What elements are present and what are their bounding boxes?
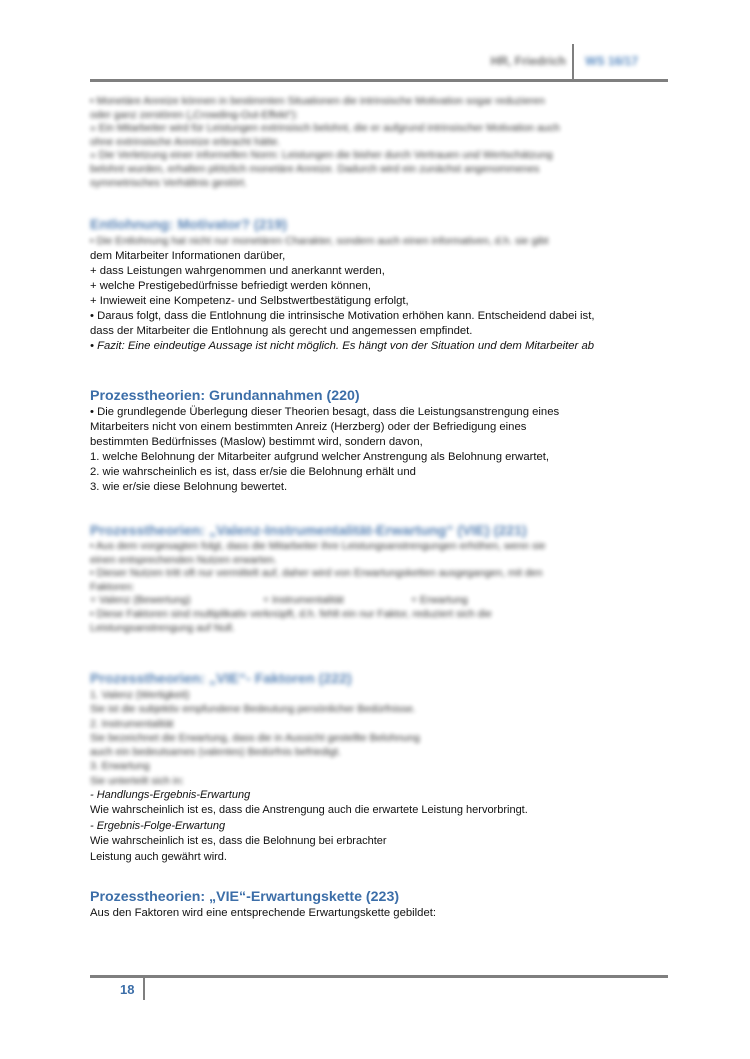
text-line: - Ergebnis-Folge-Erwartung — [90, 819, 226, 832]
text-line: Mitarbeiters nicht von einem bestimmten Anreiz (Herzberg) oder der Befriedigung eines — [90, 421, 527, 433]
text-line: Leistungsanstrengung auf Null. — [90, 621, 235, 634]
text-line: Aus den Faktoren wird eine entsprechende Erwartungskette gebildet: — [90, 907, 437, 919]
text-line: + Inwieweit eine Kompetenz- und Selbstwertbestätigung erfolgt, — [90, 295, 409, 307]
section-title: Entlohnung: Motivator? (219) — [90, 217, 288, 233]
text-line: » Ein Mitarbeiter wird für Leistungen extrinsisch belohnt, die er aufgrund intrinsischer Motivation auch — [90, 122, 560, 135]
text-line: Sie unterteilt sich in: — [90, 774, 184, 787]
text-line: • Diese Faktoren sind multiplikativ verknüpft, d.h. fehlt ein nur Faktor, reduziert sich die — [90, 607, 492, 620]
text-line: symmetrisches Verhältnis gestört. — [90, 176, 247, 189]
factor-item: + Erwartung — [410, 594, 468, 607]
text-line: Leistung auch gewährt wird. — [90, 850, 227, 863]
text-line: • Monetäre Anreize können in bestimmten Situationen die intrinsische Motivation sogar reduzieren — [90, 95, 545, 107]
text-line: Sie bezeichnet die Erwartung, dass die in Aussicht gestellte Belohnung — [90, 731, 420, 744]
text-line: + welche Prestigebedürfnisse befriedigt werden können, — [90, 280, 372, 292]
section-title: Prozesstheorien: „VIE“-Erwartungskette (223) — [90, 889, 400, 905]
footer-rule — [90, 975, 668, 978]
text-line: • Dieser Nutzen tritt oft nur vermittelt auf, daher wird von Erwartungsketten ausgegangen, mit den — [90, 567, 543, 580]
text-line: belohnt wurden, erhalten plötzlich monetäre Anreize. Dadurch wird ein zunächst angenommenes — [90, 162, 540, 175]
text-line: dass der Mitarbeiter die Entlohnung als gerecht und angemessen empfindet. — [90, 325, 473, 337]
footer-divider — [143, 976, 145, 1000]
text-line: Sie ist die subjektiv empfundene Bedeutung persönlicher Bedürfnisse. — [90, 703, 416, 716]
section-erwartungskette — [90, 888, 658, 921]
header-rule — [90, 79, 668, 82]
text-line: Wie wahrscheinlich ist es, dass die Belohnung bei erbrachter — [90, 835, 387, 848]
page-header — [90, 42, 668, 82]
text-line: oder ganz zerstören („Crowding-Out-Effekt“): — [90, 108, 299, 121]
section-grundannahmen — [90, 387, 658, 495]
text-line: • Aus dem vorgesagten folgt, dass die Mitarbeiter ihre Leistungsanstrengungen erhöhen, wenn sie — [90, 540, 546, 552]
section-title: Prozesstheorien: Grundannahmen (220) — [90, 388, 360, 404]
text-line: » Die Verletzung einer informellen Norm: Leistungen die bisher durch Vertrauen und Wertschätzung — [90, 149, 553, 162]
section-entlohnung — [90, 216, 658, 354]
text-line: • Die grundlegende Überlegung dieser Theorien besagt, dass die Leistungsanstrengung eines — [90, 406, 560, 418]
text-line: bestimmten Bedürfnisses (Maslow) bestimmt wird, sondern davon, — [90, 436, 423, 448]
section-title: Prozesstheorien: „VIE“- Faktoren (222) — [90, 671, 352, 687]
text-line: auch ein bedeutsames (valentes) Bedürfnis befriedigt. — [90, 746, 341, 759]
text-line: 2. wie wahrscheinlich es ist, dass er/sie die Belohnung erhält und — [90, 466, 416, 478]
section-title: Prozesstheorien: „Valenz-Instrumentalität-Erwartung“ (VIE) (221) — [90, 523, 527, 539]
text-line: 1. welche Belohnung der Mitarbeiter aufgrund welcher Anstrengung als Belohnung erwartet, — [90, 451, 550, 463]
text-line: 3. wie er/sie diese Belohnung bewertet. — [90, 481, 288, 493]
text-line: dem Mitarbeiter Informationen darüber, — [90, 250, 286, 262]
header-author: HR, Friedrich — [490, 54, 566, 68]
text-line: Faktoren: — [90, 580, 135, 593]
text-line: • Daraus folgt, dass die Entlohnung die intrinsische Motivation erhöhen kann. Entscheidend dabei ist, — [90, 310, 595, 322]
section-vie-faktoren — [90, 670, 658, 865]
text-line: • Die Entlohnung hat nicht nur monetären Charakter, sondern auch einen informativen, d.h. sie gibt — [90, 235, 549, 247]
factor-item: + Valenz (Bewertung) — [90, 594, 191, 607]
section-crowding-out — [90, 95, 650, 190]
text-line: ohne extrinsische Anreize erbracht hätte. — [90, 135, 281, 148]
text-line: 3. Erwartung — [90, 760, 150, 773]
text-line: Wie wahrscheinlich ist es, dass die Anstrengung auch die erwartete Leistung hervorbringt. — [90, 804, 528, 817]
section-vie — [90, 522, 658, 635]
header-term: WS 16/17 — [585, 54, 638, 68]
text-line — [90, 264, 658, 279]
text-line: • Fazit: Eine eindeutige Aussage ist nicht möglich. Es hängt von der Situation und dem Mitarbeiter ab — [90, 340, 595, 352]
header-divider — [572, 44, 574, 82]
text-line: 1. Valenz (Wertigkeit) — [90, 689, 190, 701]
text-line: - Handlungs-Ergebnis-Erwartung — [90, 789, 251, 802]
factor-row — [90, 594, 658, 608]
text-line: + dass Leistungen wahrgenommen und anerkannt werden, — [90, 265, 385, 277]
factor-item: + Instrumentalität — [262, 594, 344, 607]
page-number: 18 — [120, 982, 135, 997]
text-line: einen entsprechenden Nutzen erwarten. — [90, 553, 277, 566]
text-line: 2. Instrumentalität — [90, 717, 174, 730]
